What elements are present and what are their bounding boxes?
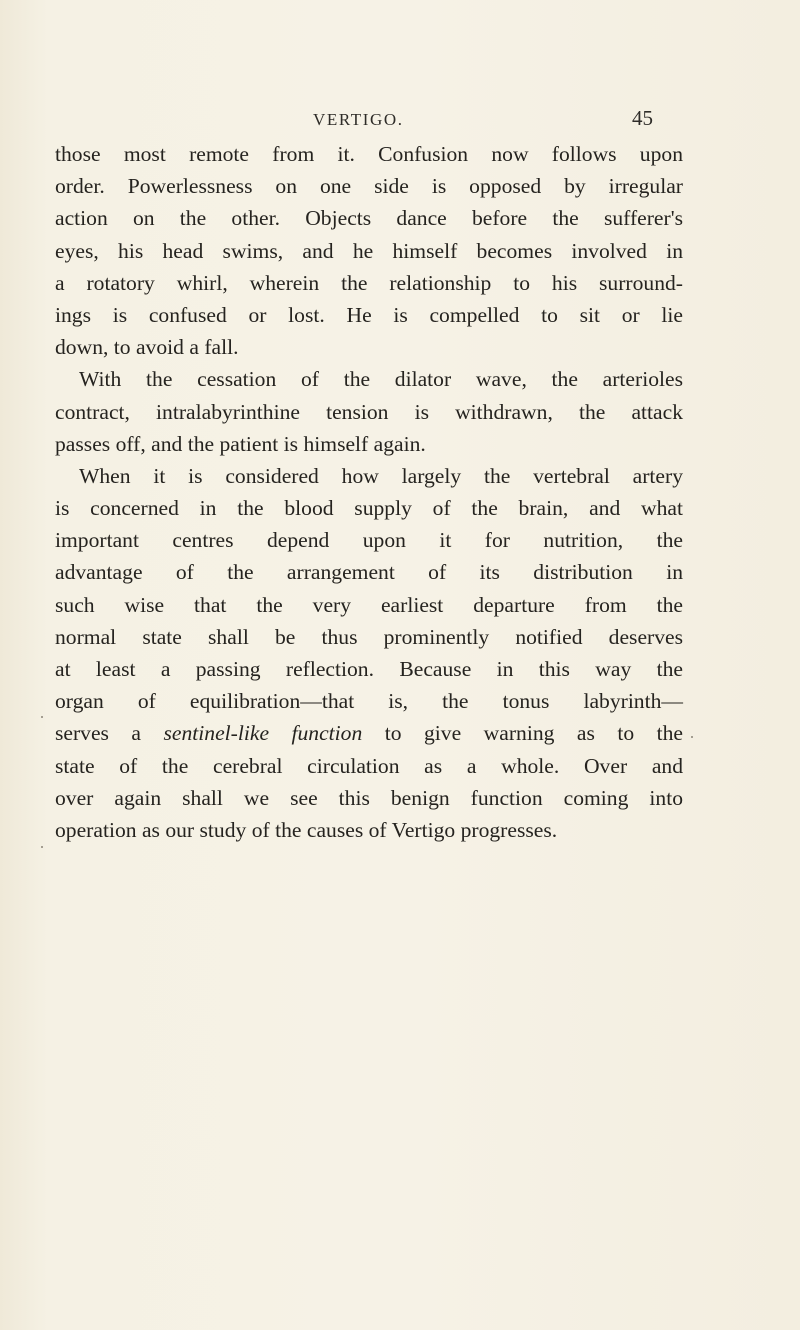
text-line: ings is confused or lost. He is compelled to sit or lie bbox=[55, 302, 683, 327]
italic-phrase: sentinel-like function bbox=[163, 721, 363, 746]
text-line: operation as our study of the causes of Vertigo progresses. bbox=[55, 817, 558, 842]
running-head-title: VERTIGO. bbox=[313, 110, 404, 129]
text-line: is concerned in the blood supply of the brain, and what bbox=[55, 496, 683, 521]
running-head bbox=[0, 106, 800, 136]
body-text bbox=[55, 138, 683, 846]
text-line: state of the cerebral circulation as a whole. Over and bbox=[55, 753, 683, 778]
paper-speck bbox=[41, 846, 43, 848]
text-line: a rotatory whirl, wherein the relationship to his surround- bbox=[55, 270, 683, 295]
page-number: 45 bbox=[632, 106, 653, 130]
text-line: those most remote from it. Confusion now follows upon bbox=[55, 142, 683, 166]
text-line: With the cessation of the dilator wave, the arterioles bbox=[79, 367, 683, 392]
text-line: contract, intralabyrinthine tension is withdrawn, the attack bbox=[55, 399, 683, 424]
text-line: important centres depend upon it for nutrition, the bbox=[55, 528, 683, 553]
text-line: such wise that the very earliest departure from the bbox=[55, 592, 683, 617]
text-line: over again shall we see this benign function coming into bbox=[55, 785, 683, 810]
text-line: When it is considered how largely the vertebral artery bbox=[79, 463, 683, 488]
text-segment: serves a bbox=[55, 721, 164, 746]
text-line: advantage of the arrangement of its distribution in bbox=[55, 560, 683, 585]
text-line: passes off, and the patient is himself again. bbox=[55, 431, 426, 456]
text-line: normal state shall be thus prominently notified deserves bbox=[55, 624, 683, 649]
text-line: action on the other. Objects dance before the sufferer's bbox=[55, 206, 683, 231]
text-segment: to give warning as to the bbox=[362, 721, 683, 746]
paper-speck bbox=[41, 716, 43, 718]
text-line: organ of equilibration—that is, the tonus labyrinth— bbox=[55, 689, 683, 714]
text-line: down, to avoid a fall. bbox=[55, 335, 239, 360]
text-line: order. Powerlessness on one side is opposed by irregular bbox=[55, 174, 683, 199]
text-line-with-italic bbox=[55, 717, 683, 749]
text-line: at least a passing reflection. Because in this way the bbox=[55, 657, 683, 681]
text-line: eyes, his head swims, and he himself becomes involved in bbox=[55, 238, 683, 263]
paper-speck bbox=[691, 736, 693, 738]
